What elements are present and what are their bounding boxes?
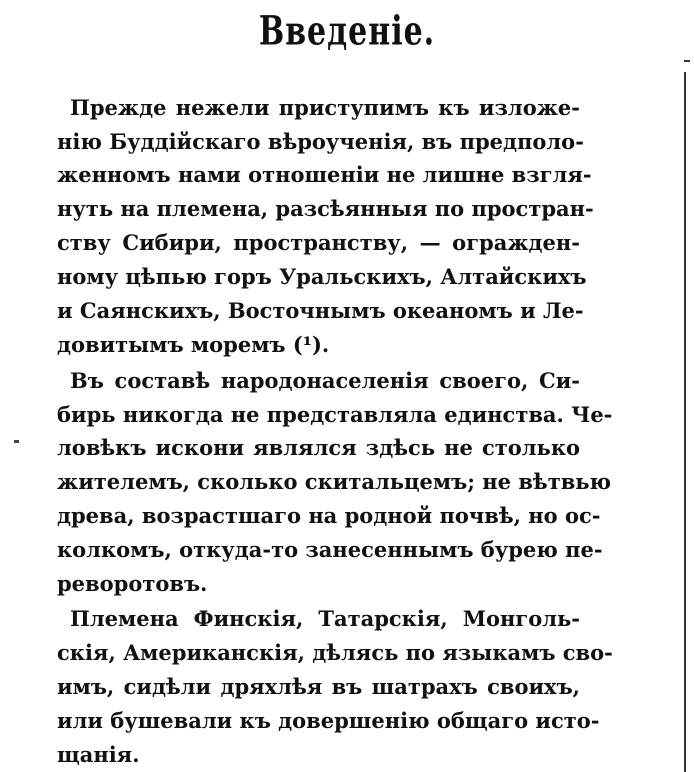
text-line: ству Сибири, пространству, — огражден-	[57, 230, 580, 255]
text-line: женномъ нами отношеніи не лишне взгля-	[57, 162, 592, 187]
text-line: нуть на племена, разсѣянныя по простран-	[57, 196, 594, 221]
page-title: Введеніе.	[258, 8, 436, 56]
page-edge-mark	[684, 60, 690, 62]
margin-speck	[14, 440, 19, 443]
text-line: древа, возрастшаго на родной почвѣ, но ос-	[57, 503, 601, 528]
page-edge-line	[684, 72, 686, 772]
text-line: скія, Американскія, дѣлясь по языкамъ сво-	[57, 640, 613, 665]
text-line: нію Буддійскаго вѣроученія, въ предполо-	[57, 129, 584, 154]
text-line: реворотовъ.	[57, 571, 208, 596]
text-line: щанія.	[57, 742, 140, 767]
text-line: Племена Финскія, Татарскія, Монголь-	[70, 606, 580, 631]
text-line: бирь никогда не представляла единства. Че-	[57, 402, 613, 427]
text-line: и Саянскихъ, Восточнымъ океаномъ и Ле-	[57, 298, 584, 323]
text-line: Прежде нежели приступимъ къ изложе-	[70, 95, 580, 120]
text-line: довитымъ моремъ (¹).	[57, 332, 330, 357]
text-line: ному цѣпью горъ Уральскихъ, Алтайскихъ	[57, 264, 587, 289]
text-line: Въ составѣ народонаселенія своего, Си-	[70, 368, 580, 393]
text-line: колкомъ, откуда-то занесеннымъ бурею пе-	[57, 537, 603, 562]
text-line: имъ, сидѣли дряхлѣя въ шатрахъ своихъ,	[57, 674, 580, 699]
text-line: ловѣкъ искони являлся здѣсь не столько	[57, 435, 580, 460]
text-line: или бушевали къ довершенію общаго исто-	[57, 708, 600, 733]
text-line: жителемъ, сколько скитальцемъ; не вѣтвью	[57, 469, 612, 494]
